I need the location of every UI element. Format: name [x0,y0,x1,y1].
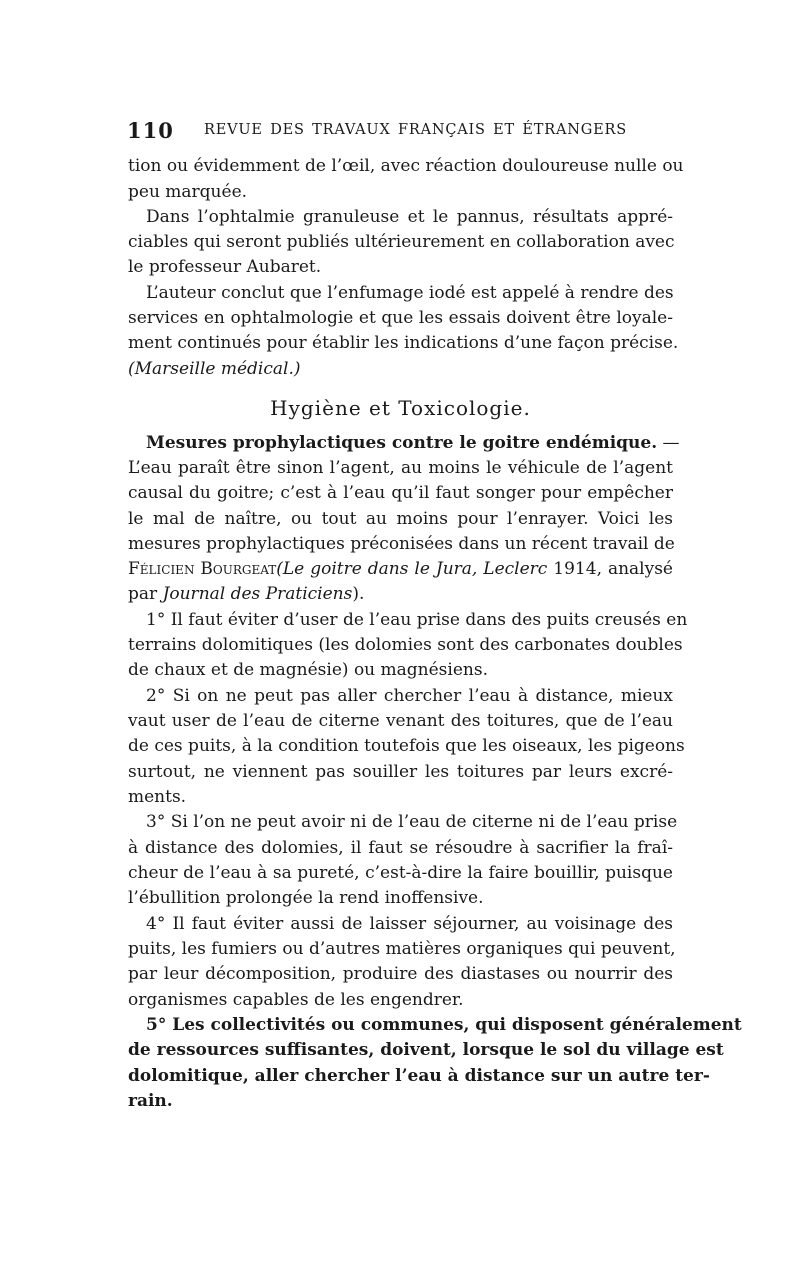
source-citation: (Marseille médical.) [128,359,301,379]
text-line: ment continués pour établir les indications d’une façon précise. [128,333,679,353]
text-line: le mal de naître, ou tout au moins pour l’enrayer. Voici les [128,509,673,529]
text-line: L’eau paraît être sinon l’agent, au moins le véhicule de l’agent [128,458,673,478]
page-header [127,118,675,143]
text-line: terrains dolomitiques (les dolomies sont des carbonates doubles [128,635,683,655]
text-line: peu marquée. [128,182,248,202]
text-line: rain. [128,1091,173,1111]
article-title: Mesures prophylactiques contre le goitre endémique. [146,433,658,453]
page-number: 110 [127,118,174,143]
text-line: par leur décomposition, produire des diastases ou nourrir des [128,964,673,984]
running-title: REVUE DES TRAVAUX FRANÇAIS ET ÉTRANGERS [204,122,627,138]
text-line: Dans l’ophtalmie granuleuse et le pannus, résultats appré- [146,207,673,227]
text-line: services en ophtalmologie et que les essais doivent être loyale- [128,308,673,328]
text-line: à distance des dolomies, il faut se résoudre à sacrifier la fraî- [128,838,673,858]
text-line: de ces puits, à la condition toutefois que les oiseaux, les pigeons [128,736,685,756]
text-line: Mesures prophylactiques contre le goitre endémique. — [146,433,680,453]
text-line: 4° Il faut éviter aussi de laisser séjourner, au voisinage des [146,914,673,934]
text-line: 3° Si l’on ne peut avoir ni de l’eau de citerne ni de l’eau prise [146,812,678,832]
text-line: 1° Il faut éviter d’user de l’eau prise dans des puits creusés en [146,610,688,630]
text-line: de ressources suffisantes, doivent, lorsque le sol du village est [128,1040,724,1060]
text-line: 5° Les collectivités ou communes, qui disposent généralement [146,1015,742,1035]
text-line: L’auteur conclut que l’enfumage iodé est appelé à rendre des [146,283,674,303]
text-line: surtout, ne viennent pas souiller les toitures par leurs excré- [128,762,673,782]
text-line: l’ébullition prolongée la rend inoffensive. [128,888,484,908]
text-line: 2° Si on ne peut pas aller chercher l’eau à distance, mieux [146,686,673,706]
text-line: causal du goitre; c’est à l’eau qu’il faut songer pour empêcher [128,483,673,503]
text-line: puits, les fumiers ou d’autres matières organiques qui peuvent, [128,939,676,959]
text-line: mesures prophylactiques préconisées dans un récent travail de [128,534,675,554]
text-line: par Journal des Praticiens). [128,584,365,604]
text-line: ments. [128,787,187,807]
section-heading: Hygiène et Toxicologie. [270,396,531,420]
text-line: tion ou évidemment de l’œil, avec réaction douloureuse nulle ou [128,156,684,176]
text-line: le professeur Aubaret. [128,257,322,277]
text-line: ciables qui seront publiés ultérieurement en collaboration avec [128,232,675,252]
text-line: vaut user de l’eau de citerne venant des toitures, que de l’eau [128,711,673,731]
text-line [128,357,673,381]
text-line: cheur de l’eau à sa pureté, c’est-à-dire la faire bouillir, puisque [128,863,673,883]
work-title: (Le goitre dans le Jura, Leclerc [276,559,548,579]
text-line: organismes capables de les engendrer. [128,990,464,1010]
journal-name: Journal des Praticiens [162,584,353,604]
text-line: dolomitique, aller chercher l’eau à distance sur un autre ter- [128,1066,710,1086]
text-line: de chaux et de magnésie) ou magnésiens. [128,660,488,680]
author-name: Félicien Bourgeat [128,559,277,579]
text-line: Félicien Bourgeat(Le goitre dans le Jura, Leclerc 1914, analysé [128,559,673,579]
